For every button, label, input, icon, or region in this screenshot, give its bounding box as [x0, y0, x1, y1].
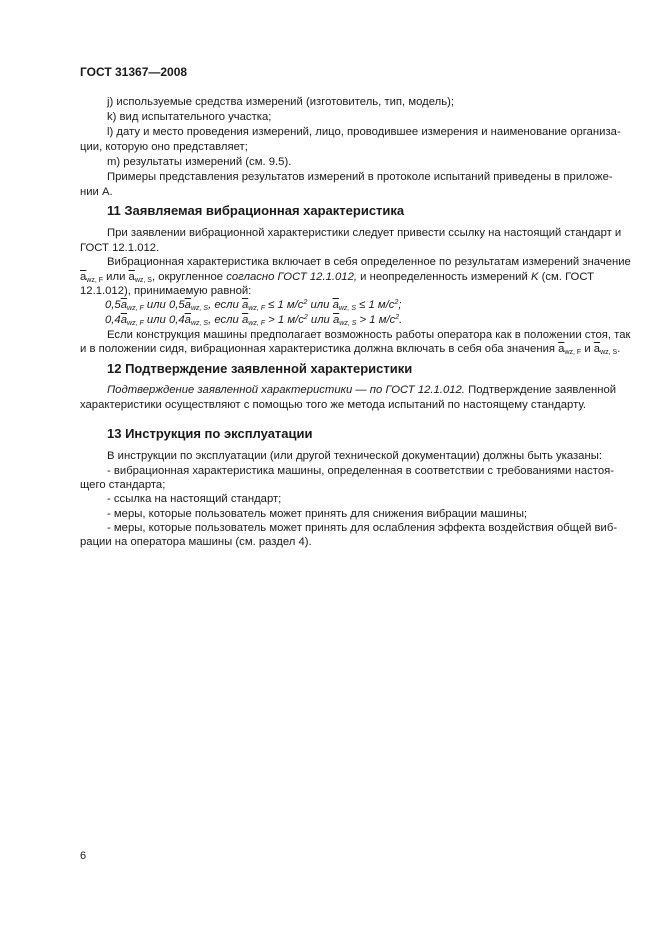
- text: или: [310, 299, 330, 311]
- list-item-k: k) вид испытательного участка;: [107, 111, 272, 123]
- symbol-a: $\overline{a}$: [184, 314, 191, 326]
- list-item-j: j) используемые средства измерений (изготовитель, тип, модель);: [107, 96, 455, 108]
- subscript: wz, F: [86, 277, 104, 284]
- subscript: wz, S: [134, 277, 152, 284]
- text: (см. ГОСТ: [541, 271, 595, 283]
- subscript: wz, F: [564, 349, 582, 356]
- superscript: 2: [394, 299, 399, 306]
- list-item-m: m) результаты измерений (см. 9.5).: [107, 156, 292, 168]
- text: ≤ 1 м/с: [359, 299, 395, 311]
- section-12-heading: 12 Подтверждение заявленной характеристики: [107, 361, 413, 376]
- text: 0,4: [105, 314, 121, 326]
- s11-paragraph-1: При заявлении вибрационной характеристики следует привести ссылку на настоящий стандарт и: [107, 227, 622, 239]
- standard-header: ГОСТ 31367—2008: [80, 65, 188, 79]
- superscript: 2: [303, 299, 308, 306]
- symbol-a: $\overline{a}$: [241, 299, 249, 311]
- symbol-K: K: [530, 271, 539, 283]
- superscript: 2: [303, 314, 308, 321]
- formula-line-1: $0,5\overline{a}_{wz, F}$ или $0,5\overline{a}_{wz, S}$, если $\overline{a}_{wz, F} \le 1$ $м/с^2$ или $\overline{a}_{wz, S} \le 1$ $м/с^2$;: [105, 299, 402, 312]
- s13-bullet-2: - ссылка на настоящий стандарт;: [107, 493, 282, 505]
- symbol-a: $\overline{a}$: [558, 343, 565, 355]
- text: или: [310, 314, 330, 326]
- examples-paragraph: Примеры представления результатов измерений в протоколе испытаний приведены в приложе-: [107, 171, 613, 183]
- s11-paragraph-3-cont: и в положении сидя, вибрационная характеристика должна включать в себя оба значения $\overline{a}_{wz, F}$ и $\overline{a}_{wz, S}$.: [80, 343, 621, 356]
- s11-paragraph-3: Если конструкция машины предполагает возможность работы оператора как в положении стоя, так: [107, 329, 631, 341]
- text: или 0,4: [146, 314, 185, 326]
- superscript: 2: [395, 314, 400, 321]
- text-italic: согласно ГОСТ 12.1.012,: [226, 271, 358, 283]
- symbol-a: $\overline{a}$: [120, 314, 128, 326]
- text: или 0,5: [146, 299, 185, 311]
- text: или: [106, 271, 126, 283]
- text: если: [214, 314, 239, 326]
- text: > 1 м/с: [359, 314, 396, 326]
- symbol-a: $\overline{a}$: [120, 299, 128, 311]
- text: > 1 м/с: [268, 314, 304, 326]
- s11-paragraph-2: Вибрационная характеристика включает в себя определенное по результатам измерений значение: [107, 256, 631, 268]
- section-11-heading: 11 Заявляемая вибрационная характеристика: [107, 203, 405, 218]
- symbol-a: $\overline{a}$: [241, 314, 249, 326]
- symbol-a: $\overline{a}$: [80, 271, 87, 283]
- s13-bullet-4: - меры, которые пользователь может принять для ослабления эффекта воздействия общей виб-: [107, 522, 618, 534]
- text: 0,5: [105, 299, 121, 311]
- text: , округленное: [151, 271, 224, 283]
- text: и неопределенность измерений: [360, 271, 528, 283]
- list-item-l: l) дату и место проведения измерений, лицо, проводившее измерения и наименование организа-: [107, 126, 621, 138]
- subscript: wz, F: [248, 305, 266, 312]
- symbol-a: $\overline{a}$: [332, 299, 339, 311]
- subscript: wz, S: [600, 349, 618, 356]
- symbol-a: $\overline{a}$: [332, 314, 340, 326]
- text: Подтверждение заявленной: [468, 384, 617, 396]
- text-italic: Подтверждение заявленной характеристики — по ГОСТ 12.1.012.: [107, 384, 465, 396]
- subscript: wz, S: [190, 320, 209, 327]
- subscript: wz, S: [190, 305, 209, 312]
- text: ≤ 1 м/с: [268, 299, 304, 311]
- s11-paragraph-1-cont: ГОСТ 12.1.012.: [80, 242, 160, 254]
- subscript: wz, F: [127, 320, 144, 327]
- s11-paragraph-2-line-c: 12.1.012), принимаемую равной:: [80, 285, 252, 297]
- formula-line-2: $0,4\overline{a}_{wz, F}$ или $0,4\overline{a}_{wz, S}$, если $\overline{a}_{wz, F} > 1$ $м/с^2$ или $\overline{a}_{wz, S} > 1$ $м/с^2$.: [105, 314, 403, 327]
- text: и: [584, 343, 591, 355]
- subscript: wz, F: [248, 320, 266, 327]
- s13-bullet-1-cont: щего стандарта;: [80, 479, 166, 491]
- symbol-a: $\overline{a}$: [593, 343, 601, 355]
- examples-paragraph-cont: нии А.: [80, 186, 113, 198]
- text: если: [214, 299, 239, 311]
- s13-intro: В инструкции по эксплуатации (или другой технической документации) должны быть указаны:: [107, 450, 602, 462]
- s12-paragraph-1: [107, 383, 616, 397]
- s13-bullet-4-cont: рации на оператора машины (см. раздел 4).: [80, 536, 312, 548]
- list-item-l-cont: ции, которую оно представляет;: [80, 141, 248, 153]
- symbol-a: $\overline{a}$: [184, 299, 191, 311]
- subscript: wz, F: [127, 305, 144, 312]
- section-13-heading: 13 Инструкция по эксплуатации: [107, 426, 313, 441]
- text: и в положении сидя, вибрационная характеристика должна включать в себя оба значения: [80, 343, 555, 355]
- s13-bullet-1: - вибрационная характеристика машины, определенная в соответствии с требованиями настоя-: [107, 465, 614, 477]
- subscript: wz, S: [339, 320, 357, 327]
- page-number: 6: [80, 850, 87, 862]
- subscript: wz, S: [338, 305, 356, 312]
- s13-bullet-3: - меры, которые пользователь может принять для снижения вибрации машины;: [107, 508, 528, 520]
- symbol-a: $\overline{a}$: [128, 271, 135, 283]
- s12-paragraph-1-cont: характеристики осуществляют с помощью того же метода испытаний по настоящему стандарту.: [80, 399, 587, 411]
- s11-paragraph-2-line-b: [80, 270, 594, 284]
